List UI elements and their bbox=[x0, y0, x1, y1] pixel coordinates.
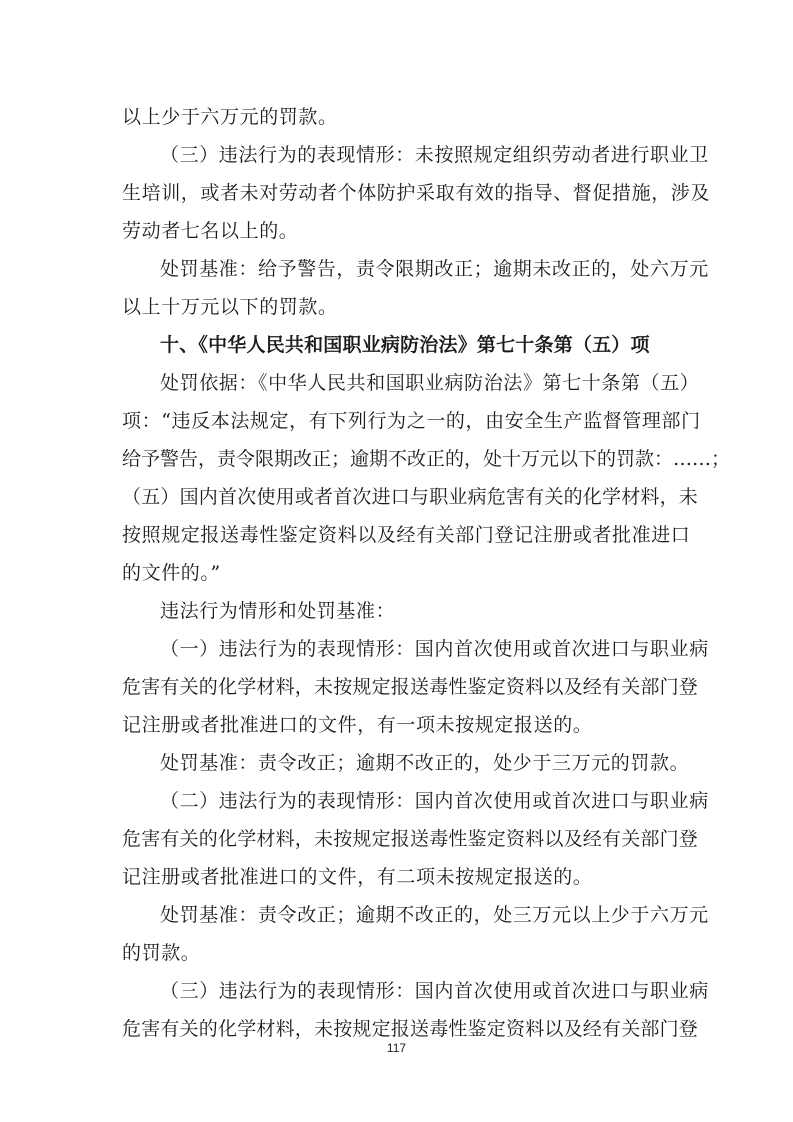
body-text-line: 以上十万元以下的罚款。 bbox=[122, 296, 338, 318]
body-text-line: 项：“违反本法规定，有下列行为之一的，由安全生产监督管理部门 bbox=[122, 410, 701, 432]
page-number: 117 bbox=[386, 1041, 407, 1055]
body-text-line: 处罚基准：给予警告，责令限期改正；逾期未改正的，处六万元 bbox=[160, 258, 709, 280]
section-heading: 十、《中华人民共和国职业病防治法》第七十条第（五）项 bbox=[160, 334, 650, 356]
body-text-line: 处罚基准：责令改正；逾期不改正的，处三万元以上少于六万元 bbox=[160, 904, 709, 926]
body-text-line: 的罚款。 bbox=[122, 942, 201, 964]
body-text-line: 危害有关的化学材料，未按规定报送毒性鉴定资料以及经有关部门登 bbox=[122, 828, 699, 850]
body-text-line: 记注册或者批准进口的文件，有二项未按规定报送的。 bbox=[122, 866, 593, 888]
body-text-line: 处罚基准：责令改正；逾期不改正的，处少于三万元的罚款。 bbox=[160, 752, 690, 774]
body-text-line: （五）国内首次使用或者首次进口与职业病危害有关的化学材料，未 bbox=[122, 486, 699, 508]
body-text-line: （三）违法行为的表现情形：未按照规定组织劳动者进行职业卫 bbox=[160, 144, 709, 166]
body-text-line: 记注册或者批准进口的文件，有一项未按规定报送的。 bbox=[122, 714, 593, 736]
body-text-line: 危害有关的化学材料，未按规定报送毒性鉴定资料以及经有关部门登 bbox=[122, 1018, 699, 1040]
body-text-line: 给予警告，责令限期改正；逾期不改正的，处十万元以下的罚款：……； bbox=[122, 448, 731, 470]
body-text-line: 违法行为情形和处罚基准： bbox=[160, 600, 396, 622]
body-text-line: （二）违法行为的表现情形：国内首次使用或首次进口与职业病 bbox=[160, 790, 709, 812]
body-text-line: 劳动者七名以上的。 bbox=[122, 220, 299, 242]
body-text-line: 按照规定报送毒性鉴定资料以及经有关部门登记注册或者批准进口 bbox=[122, 524, 691, 546]
body-text-line: 生培训，或者未对劳动者个体防护采取有效的指导、督促措施，涉及 bbox=[122, 182, 711, 204]
body-text-line: 的文件的。” bbox=[122, 562, 221, 584]
body-text-line: 危害有关的化学材料，未按规定报送毒性鉴定资料以及经有关部门登 bbox=[122, 676, 699, 698]
body-text-line: （一）违法行为的表现情形：国内首次使用或首次进口与职业病 bbox=[160, 638, 709, 660]
body-text-line: 以上少于六万元的罚款。 bbox=[122, 106, 338, 128]
body-text-line: 处罚依据：《中华人民共和国职业病防治法》第七十条第（五） bbox=[160, 372, 700, 394]
body-text-line: （三）违法行为的表现情形：国内首次使用或首次进口与职业病 bbox=[160, 980, 709, 1002]
